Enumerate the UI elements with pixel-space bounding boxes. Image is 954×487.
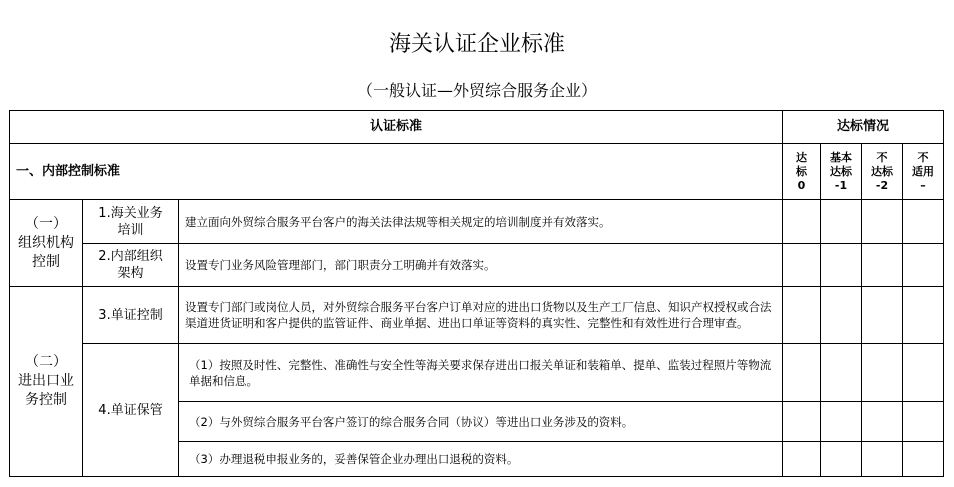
rating-cell[interactable] xyxy=(862,442,903,477)
rating-header-fail: 不 达标 -2 xyxy=(862,144,903,200)
rating-cell[interactable] xyxy=(903,442,944,477)
rating-cell[interactable] xyxy=(862,287,903,344)
item-label-training: 1.海关业务 培训 xyxy=(83,200,179,244)
category-org-control: （一） 组织机构 控制 xyxy=(10,200,83,287)
section-title: 一、内部控制标准 xyxy=(10,144,783,200)
standards-table xyxy=(9,110,944,477)
item-subtext-2: （2）与外贸综合服务平台客户签订的综合服务合同（协议）等进出口业务涉及的资料。 xyxy=(179,402,783,442)
item-label-document-custody: 4.单证保管 xyxy=(83,344,179,477)
item-label-org-structure: 2.内部组织 架构 xyxy=(83,244,179,287)
header-status: 达标情况 xyxy=(783,111,944,144)
rating-cell[interactable] xyxy=(862,244,903,287)
table-row xyxy=(10,344,944,402)
rating-header-na: 不 适用 – xyxy=(903,144,944,200)
section-row xyxy=(10,144,944,200)
rating-cell[interactable] xyxy=(821,402,862,442)
rating-cell[interactable] xyxy=(821,200,862,244)
rating-cell[interactable] xyxy=(862,344,903,402)
rating-cell[interactable] xyxy=(903,200,944,244)
page-subtitle: （一般认证—外贸综合服务企业） xyxy=(356,81,597,100)
rating-cell[interactable] xyxy=(862,402,903,442)
rating-cell[interactable] xyxy=(783,244,821,287)
table-row xyxy=(10,244,944,287)
rating-cell[interactable] xyxy=(783,344,821,402)
rating-cell[interactable] xyxy=(903,344,944,402)
item-text-document-control: 设置专门部门或岗位人员，对外贸综合服务平台客户订单对应的进出口货物以及生产工厂信息、知识产权授权或合法渠道进货证明和客户提供的监管证件、商业单据、进出口单证等资料的真实性、完整性和有效性进行合理审查。 xyxy=(179,287,783,344)
rating-cell[interactable] xyxy=(783,442,821,477)
rating-cell[interactable] xyxy=(903,244,944,287)
rating-cell[interactable] xyxy=(903,287,944,344)
header-standard: 认证标准 xyxy=(10,111,783,144)
rating-cell[interactable] xyxy=(903,402,944,442)
page-title: 海关认证企业标准 xyxy=(388,32,565,57)
table-header-row xyxy=(10,111,944,144)
item-subtext-3: （3）办理退税申报业务的，妥善保管企业办理出口退税的资料。 xyxy=(179,442,783,477)
item-text-training: 建立面向外贸综合服务平台客户的海关法律法规等相关规定的培训制度并有效落实。 xyxy=(179,200,783,244)
item-subtext-1: （1）按照及时性、完整性、准确性与安全性等海关要求保存进出口报关单证和装箱单、提单、监装过程照片等物流单据和信息。 xyxy=(179,344,783,402)
rating-cell[interactable] xyxy=(821,442,862,477)
item-label-document-control: 3.单证控制 xyxy=(83,287,179,344)
rating-cell[interactable] xyxy=(783,200,821,244)
item-text-org-structure: 设置专门业务风险管理部门，部门职责分工明确并有效落实。 xyxy=(179,244,783,287)
rating-cell[interactable] xyxy=(783,402,821,442)
category-import-export-control: （二） 进出口业 务控制 xyxy=(10,287,83,477)
rating-cell[interactable] xyxy=(862,200,903,244)
rating-header-basic-pass: 基本 达标 -1 xyxy=(821,144,862,200)
rating-cell[interactable] xyxy=(783,287,821,344)
rating-cell[interactable] xyxy=(821,244,862,287)
table-row xyxy=(10,287,944,344)
table-row xyxy=(10,200,944,244)
rating-cell[interactable] xyxy=(821,287,862,344)
rating-cell[interactable] xyxy=(821,344,862,402)
rating-header-pass: 达 标 0 xyxy=(783,144,821,200)
